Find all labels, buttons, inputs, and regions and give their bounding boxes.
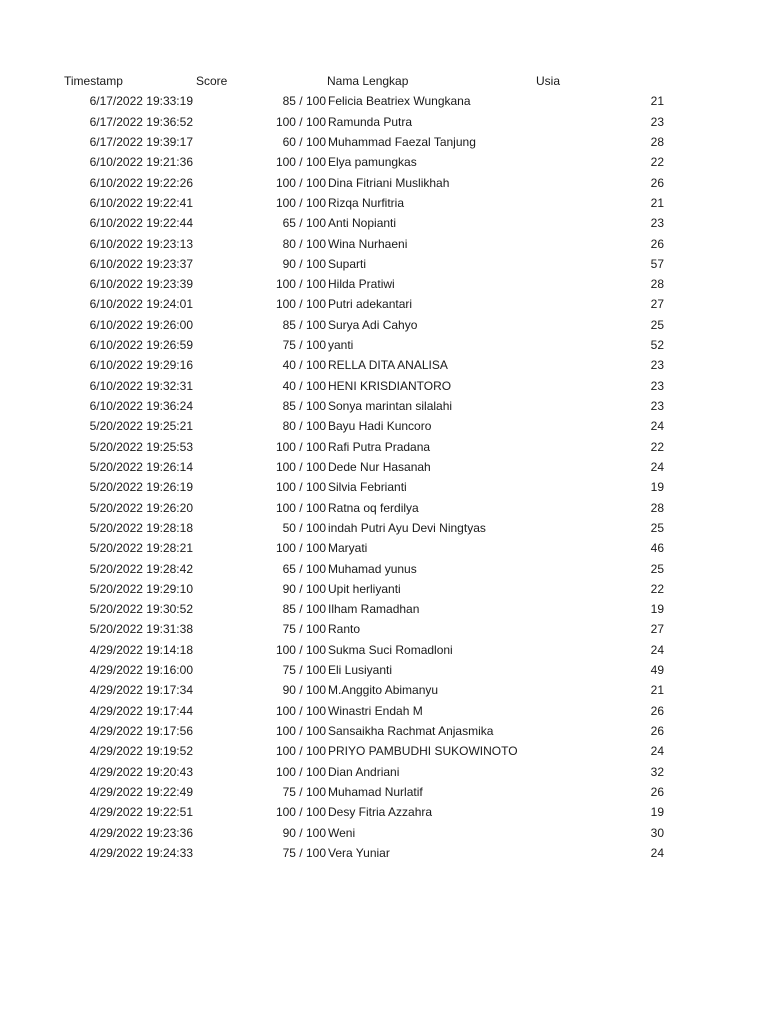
- cell-usia: 24: [650, 459, 664, 474]
- cell-timestamp: 4/29/2022 19:22:51: [89, 805, 193, 820]
- cell-score: 100 / 100: [275, 703, 326, 718]
- cell-score: 100 / 100: [275, 744, 326, 759]
- cell-usia: 25: [650, 520, 664, 535]
- cell-score: 85 / 100: [282, 94, 326, 109]
- cell-score: 100 / 100: [275, 459, 326, 474]
- cell-timestamp: 6/10/2022 19:22:26: [89, 175, 193, 190]
- table-row: [0, 335, 768, 355]
- table-row: [0, 437, 768, 457]
- cell-score: 100 / 100: [275, 297, 326, 312]
- cell-nama-lengkap: Dede Nur Hasanah: [328, 459, 431, 474]
- cell-score: 85 / 100: [282, 602, 326, 617]
- cell-nama-lengkap: Bayu Hadi Kuncoro: [328, 419, 432, 434]
- cell-nama-lengkap: Muhammad Faezal Tanjung: [328, 134, 476, 149]
- cell-score: 65 / 100: [282, 216, 326, 231]
- cell-score: 75 / 100: [282, 663, 326, 678]
- cell-nama-lengkap: Muhamad Nurlatif: [328, 784, 423, 799]
- cell-timestamp: 5/20/2022 19:25:21: [89, 419, 193, 434]
- table-row: [0, 477, 768, 497]
- cell-nama-lengkap: Rizqa Nurfitria: [328, 195, 405, 210]
- cell-usia: 26: [650, 175, 664, 190]
- cell-score: 75 / 100: [282, 338, 326, 353]
- cell-usia: 23: [650, 358, 664, 373]
- table-row: [0, 741, 768, 761]
- cell-usia: 19: [650, 805, 664, 820]
- cell-score: 65 / 100: [282, 561, 326, 576]
- cell-nama-lengkap: Rafi Putra Pradana: [328, 439, 431, 454]
- table-row: [0, 416, 768, 436]
- table-row: [0, 254, 768, 274]
- table-row: [0, 538, 768, 558]
- table-body: [0, 91, 768, 863]
- cell-nama-lengkap: Felicia Beatriex Wungkana: [328, 94, 471, 109]
- cell-score: 90 / 100: [282, 825, 326, 840]
- cell-usia: 21: [650, 94, 664, 109]
- table-row: [0, 782, 768, 802]
- cell-score: 90 / 100: [282, 581, 326, 596]
- cell-score: 100 / 100: [275, 805, 326, 820]
- table-row: [0, 619, 768, 639]
- cell-timestamp: 6/10/2022 19:23:39: [89, 277, 193, 292]
- table-row: [0, 660, 768, 680]
- cell-timestamp: 6/10/2022 19:23:37: [89, 256, 193, 271]
- cell-timestamp: 5/20/2022 19:26:14: [89, 459, 193, 474]
- cell-timestamp: 6/10/2022 19:26:00: [89, 317, 193, 332]
- cell-timestamp: 4/29/2022 19:16:00: [89, 663, 193, 678]
- cell-score: 100 / 100: [275, 541, 326, 556]
- cell-nama-lengkap: Wina Nurhaeni: [328, 236, 408, 251]
- header-nama-lengkap: Nama Lengkap: [327, 74, 409, 88]
- table-row: [0, 680, 768, 700]
- cell-timestamp: 5/20/2022 19:26:19: [89, 480, 193, 495]
- cell-timestamp: 6/17/2022 19:36:52: [89, 114, 193, 129]
- cell-usia: 26: [650, 724, 664, 738]
- cell-timestamp: 6/10/2022 19:26:59: [89, 338, 193, 353]
- table-row: [0, 315, 768, 335]
- cell-timestamp: 6/10/2022 19:29:16: [89, 358, 193, 373]
- cell-usia: 32: [650, 764, 664, 779]
- cell-timestamp: 4/29/2022 19:19:52: [89, 744, 193, 759]
- cell-nama-lengkap: Ratna oq ferdilya: [328, 500, 419, 515]
- cell-nama-lengkap: RELLA DITA ANALISA: [328, 358, 448, 373]
- cell-usia: 24: [650, 744, 664, 759]
- cell-nama-lengkap: Sansaikha Rachmat Anjasmika: [328, 724, 494, 738]
- cell-nama-lengkap: Ilham Ramadhan: [328, 602, 420, 617]
- table-row: [0, 294, 768, 314]
- cell-usia: 23: [650, 216, 664, 231]
- table-row: [0, 274, 768, 294]
- cell-usia: 22: [650, 155, 664, 170]
- cell-nama-lengkap: Surya Adi Cahyo: [328, 317, 418, 332]
- table-row: [0, 559, 768, 579]
- cell-score: 50 / 100: [282, 520, 326, 535]
- cell-score: 100 / 100: [275, 175, 326, 190]
- cell-score: 100 / 100: [275, 277, 326, 292]
- cell-score: 80 / 100: [282, 236, 326, 251]
- cell-nama-lengkap: Dian Andriani: [328, 764, 400, 779]
- cell-timestamp: 4/29/2022 19:17:44: [89, 703, 193, 718]
- cell-usia: 23: [650, 378, 664, 393]
- cell-score: 80 / 100: [282, 419, 326, 434]
- cell-timestamp: 4/29/2022 19:14:18: [89, 642, 193, 657]
- cell-usia: 26: [650, 236, 664, 251]
- cell-nama-lengkap: Sonya marintan silalahi: [328, 399, 453, 413]
- cell-timestamp: 6/10/2022 19:36:24: [89, 399, 193, 413]
- cell-usia: 22: [650, 439, 664, 454]
- cell-usia: 24: [650, 419, 664, 434]
- cell-usia: 26: [650, 703, 664, 718]
- cell-usia: 26: [650, 784, 664, 799]
- cell-usia: 23: [650, 399, 664, 413]
- cell-timestamp: 6/10/2022 19:21:36: [89, 155, 193, 170]
- table-row: [0, 132, 768, 152]
- table-row: [0, 234, 768, 254]
- cell-nama-lengkap: Muhamad yunus: [328, 561, 417, 576]
- header-timestamp: Timestamp: [64, 74, 123, 88]
- table-row: [0, 112, 768, 132]
- cell-timestamp: 4/29/2022 19:24:33: [89, 845, 193, 860]
- cell-timestamp: 4/29/2022 19:17:34: [89, 683, 193, 698]
- cell-nama-lengkap: Desy Fitria Azzahra: [328, 805, 433, 820]
- cell-timestamp: 5/20/2022 19:29:10: [89, 581, 193, 596]
- spreadsheet-table: [0, 71, 768, 863]
- cell-usia: 19: [650, 480, 664, 495]
- cell-nama-lengkap: Silvia Febrianti: [328, 480, 407, 495]
- cell-score: 40 / 100: [282, 378, 326, 393]
- cell-timestamp: 6/10/2022 19:24:01: [89, 297, 193, 312]
- cell-nama-lengkap: Sukma Suci Romadloni: [328, 642, 453, 657]
- cell-nama-lengkap: Upit herliyanti: [328, 581, 401, 596]
- cell-timestamp: 5/20/2022 19:31:38: [89, 622, 193, 637]
- table-row: [0, 213, 768, 233]
- cell-score: 60 / 100: [282, 134, 326, 149]
- cell-usia: 52: [650, 338, 664, 353]
- cell-nama-lengkap: Maryati: [328, 541, 368, 556]
- cell-usia: 46: [650, 541, 664, 556]
- table-row: [0, 91, 768, 111]
- cell-usia: 19: [650, 602, 664, 617]
- cell-nama-lengkap: Weni: [328, 825, 356, 840]
- table-row: [0, 498, 768, 518]
- cell-score: 40 / 100: [282, 358, 326, 373]
- cell-score: 100 / 100: [275, 500, 326, 515]
- table-row: [0, 843, 768, 863]
- cell-usia: 28: [650, 500, 664, 515]
- table-row: [0, 376, 768, 396]
- table-row: [0, 152, 768, 172]
- cell-nama-lengkap: Ranto: [328, 622, 361, 637]
- cell-score: 90 / 100: [282, 683, 326, 698]
- cell-nama-lengkap: M.Anggito Abimanyu: [328, 683, 439, 698]
- cell-nama-lengkap: HENI KRISDIANTORO: [328, 378, 452, 393]
- cell-score: 100 / 100: [275, 764, 326, 779]
- table-row: [0, 396, 768, 416]
- cell-nama-lengkap: Elya pamungkas: [328, 155, 417, 170]
- cell-timestamp: 5/20/2022 19:28:21: [89, 541, 193, 556]
- cell-score: 75 / 100: [282, 784, 326, 799]
- cell-score: 100 / 100: [275, 114, 326, 129]
- cell-nama-lengkap: indah Putri Ayu Devi Ningtyas: [328, 520, 486, 535]
- cell-nama-lengkap: Hilda Pratiwi: [328, 277, 395, 292]
- cell-usia: 24: [650, 845, 664, 860]
- table-row: [0, 457, 768, 477]
- cell-usia: 27: [650, 297, 664, 312]
- cell-timestamp: 4/29/2022 19:17:56: [89, 724, 193, 738]
- cell-score: 75 / 100: [282, 622, 326, 637]
- table-row: [0, 173, 768, 193]
- cell-timestamp: 5/20/2022 19:28:42: [89, 561, 193, 576]
- cell-usia: 22: [650, 581, 664, 596]
- cell-score: 90 / 100: [282, 256, 326, 271]
- cell-usia: 30: [650, 825, 664, 840]
- cell-nama-lengkap: Vera Yuniar: [328, 845, 390, 860]
- cell-nama-lengkap: Winastri Endah M: [328, 703, 423, 718]
- cell-timestamp: 5/20/2022 19:30:52: [89, 602, 193, 617]
- cell-timestamp: 6/10/2022 19:22:44: [89, 216, 193, 231]
- table-row: [0, 640, 768, 660]
- table-row: [0, 579, 768, 599]
- header-usia: Usia: [536, 74, 561, 88]
- cell-usia: 24: [650, 642, 664, 657]
- cell-nama-lengkap: Suparti: [328, 256, 367, 271]
- cell-timestamp: 6/10/2022 19:22:41: [89, 195, 193, 210]
- cell-nama-lengkap: yanti: [328, 338, 354, 353]
- cell-usia: 21: [650, 195, 664, 210]
- cell-timestamp: 4/29/2022 19:22:49: [89, 784, 193, 799]
- cell-score: 85 / 100: [282, 317, 326, 332]
- cell-nama-lengkap: PRIYO PAMBUDHI SUKOWINOTO: [328, 744, 518, 759]
- cell-timestamp: 6/17/2022 19:39:17: [89, 134, 193, 149]
- cell-score: 100 / 100: [275, 195, 326, 210]
- header-score: Score: [196, 74, 228, 88]
- cell-nama-lengkap: Putri adekantari: [328, 297, 413, 312]
- cell-usia: 57: [650, 256, 664, 271]
- cell-timestamp: 4/29/2022 19:23:36: [89, 825, 193, 840]
- cell-timestamp: 5/20/2022 19:26:20: [89, 500, 193, 515]
- table-row: [0, 701, 768, 721]
- table-row: [0, 802, 768, 822]
- table-row: [0, 823, 768, 843]
- table-row: [0, 355, 768, 375]
- cell-score: 100 / 100: [275, 480, 326, 495]
- cell-nama-lengkap: Anti Nopianti: [328, 216, 397, 231]
- cell-timestamp: 6/17/2022 19:33:19: [89, 94, 193, 109]
- cell-usia: 25: [650, 561, 664, 576]
- cell-score: 100 / 100: [275, 155, 326, 170]
- cell-score: 100 / 100: [275, 642, 326, 657]
- table-row: [0, 762, 768, 782]
- table-row: [0, 721, 768, 741]
- cell-timestamp: 5/20/2022 19:28:18: [89, 520, 193, 535]
- cell-score: 85 / 100: [282, 399, 326, 413]
- table-row: [0, 193, 768, 213]
- cell-usia: 23: [650, 114, 664, 129]
- table-header-row: [0, 71, 768, 91]
- cell-timestamp: 6/10/2022 19:32:31: [89, 378, 193, 393]
- table-row: [0, 518, 768, 538]
- cell-usia: 25: [650, 317, 664, 332]
- cell-timestamp: 5/20/2022 19:25:53: [89, 439, 193, 454]
- cell-score: 75 / 100: [282, 845, 326, 860]
- cell-usia: 28: [650, 277, 664, 292]
- cell-usia: 27: [650, 622, 664, 637]
- cell-nama-lengkap: Eli Lusiyanti: [328, 663, 393, 678]
- cell-usia: 28: [650, 134, 664, 149]
- cell-usia: 21: [650, 683, 664, 698]
- table-row: [0, 599, 768, 619]
- cell-score: 100 / 100: [275, 439, 326, 454]
- cell-score: 100 / 100: [275, 724, 326, 738]
- cell-nama-lengkap: Dina Fitriani Muslikhah: [328, 175, 450, 190]
- cell-timestamp: 6/10/2022 19:23:13: [89, 236, 193, 251]
- cell-nama-lengkap: Ramunda Putra: [328, 114, 413, 129]
- cell-usia: 49: [650, 663, 664, 678]
- cell-timestamp: 4/29/2022 19:20:43: [89, 764, 193, 779]
